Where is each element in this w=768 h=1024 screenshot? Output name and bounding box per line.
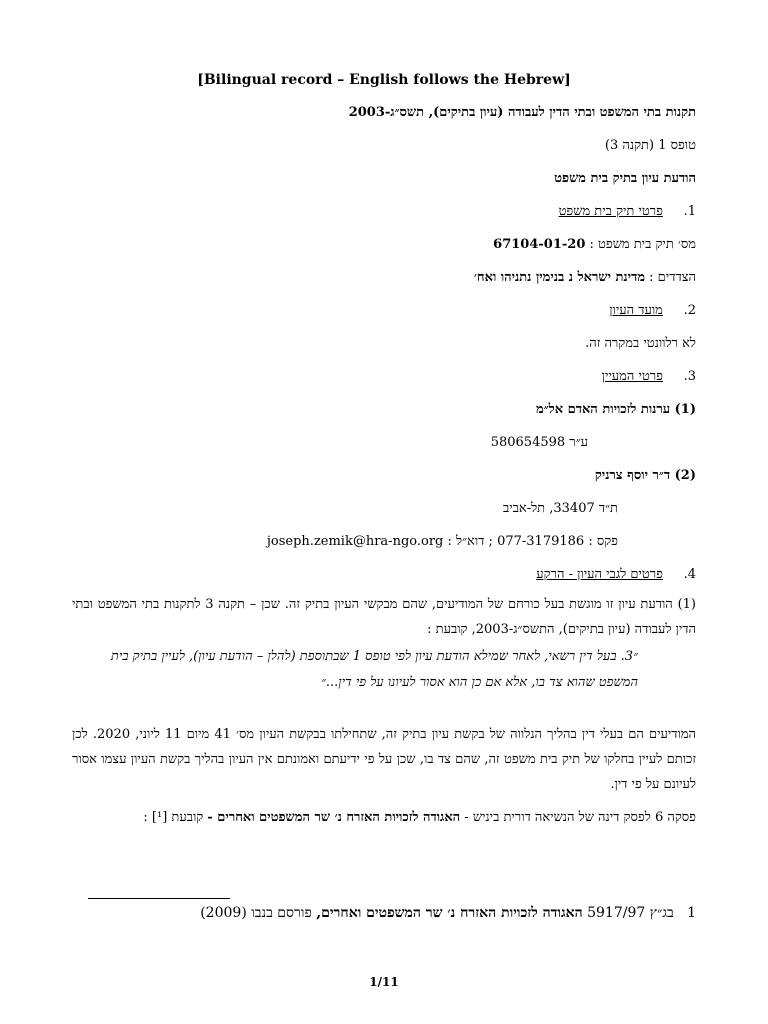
- case-number-label: מס׳ תיק בית משפט :: [589, 237, 696, 252]
- applicant-2-address: ת״ד 33407, תל-אביב: [502, 501, 618, 516]
- background-paragraph-1: (1) הודעת עיון זו מוגשת בעל כורחם של המודיעים, שהם מבקשי העיון בתיק זה. שכן – תקנה 3 לתקנות בתי המשפט ובתי הדין לעבודה (עיון בתיקים), התשס״ג-2003, קובעת :: [72, 597, 696, 637]
- section-title: פרטים לגבי העיון - הרקע: [536, 567, 663, 582]
- footnote-number: 1: [687, 905, 696, 921]
- section-number: 2.: [683, 303, 696, 318]
- applicant-1-name: (1) ערנות לזכויות האדם אל״מ: [536, 402, 696, 417]
- footnote-rule: [88, 898, 230, 899]
- case-number: 67104-01-20: [493, 237, 586, 252]
- section-title: פרטי המעיין: [601, 369, 663, 384]
- section-number: 1.: [683, 204, 696, 219]
- footnote-source: פורסם בנבו (2009): [200, 905, 312, 921]
- page-number: 1/11: [369, 975, 399, 989]
- parties-value: מדינת ישראל נ בנימין נתניהו ואח׳: [473, 270, 646, 285]
- section-4-heading: [536, 567, 696, 583]
- background-paragraph-2: המודיעים הם בעלי דין בהליך הנלווה של בקשת עיון בתיק זה, שתחילתו בבקשת העיון מס׳ 41 מיום 11 ליוני, 2020. לכן זכותם לעיין בחלקו של תיק בית משפט זה, שהם צד בו, שכן על פי ידיעתם ואמונתם אין העיון בהליך בקשת העיון עצמו אסור לעיונם על פי דין.: [72, 727, 697, 792]
- parties-line: [474, 270, 696, 286]
- background-paragraph-3: [72, 805, 696, 830]
- applicant-2-name: (2) ד״ר יוסף צרניק: [594, 468, 696, 483]
- notice-title: הודעת עיון בתיק בית משפט: [554, 171, 696, 186]
- section-3-heading: [602, 369, 696, 385]
- paragraph-3-end: קובעת [¹] :: [143, 810, 204, 825]
- applicant-2-contact: פקס : 077-3179186 ; דוא״ל : joseph.zemik@hra-ngo.org: [266, 534, 618, 549]
- case-number-line: [493, 237, 696, 253]
- footnote-case-name: האגודה לזכויות האזרח נ׳ שר המשפטים ואחרים,: [316, 905, 583, 921]
- case-name: האגודה לזכויות האזרח נ׳ שר המשפטים ואחרים -: [207, 810, 461, 825]
- section-2-heading: [609, 303, 696, 319]
- paragraph-3-start: פסקה 6 לפסק דינה של הנשיאה דורית ביניש -: [464, 810, 696, 825]
- section-1-heading: [559, 204, 696, 220]
- footnote: [200, 904, 696, 922]
- timing-text: לא רלוונטי במקרה זה.: [585, 336, 696, 351]
- footnote-citation: בג״ץ 5917/97: [587, 905, 674, 921]
- regulation-quote: ״3. בעל דין רשאי, לאחר שמילא הודעת עיון לפי טופס 1 שבתוספת (להלן – הודעת עיון), לעיין בתיק בית המשפט שהוא צד בו, אלא אם כן הוא אסור לעיונו על פי דין...״: [110, 649, 638, 690]
- form-reference: טופס 1 (תקנה 3): [604, 138, 696, 153]
- parties-label: הצדדים :: [649, 270, 696, 285]
- bilingual-note: [Bilingual record – English follows the Hebrew]: [197, 72, 571, 88]
- section-title: מועד העיון: [609, 303, 663, 318]
- section-number: 3.: [683, 369, 696, 384]
- section-number: 4.: [683, 567, 696, 582]
- section-title: פרטי תיק בית משפט: [558, 204, 663, 219]
- regulations-title: תקנות בתי המשפט ובתי הדין לעבודה (עיון בתיקים), תשס״ג-2003: [348, 105, 696, 120]
- applicant-1-registration: ע״ר 580654598: [490, 435, 588, 450]
